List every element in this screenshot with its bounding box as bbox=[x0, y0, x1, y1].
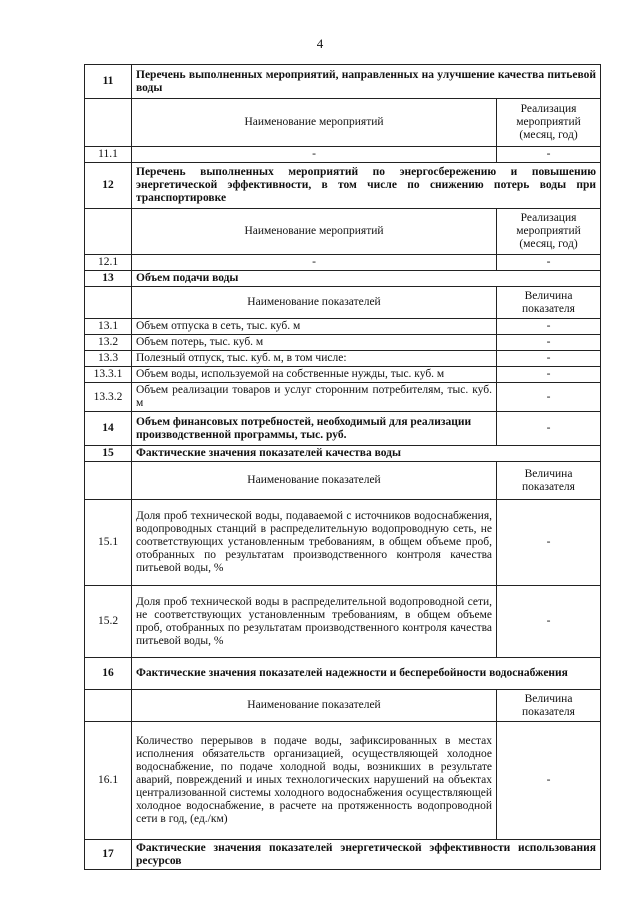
section-title: Фактические значения показателей надежности и бесперебойности водоснабжения bbox=[132, 658, 601, 690]
column-header-row bbox=[85, 287, 601, 319]
section-title: Перечень выполненных мероприятий по энергосбережению и повышению энергетической эффективности, в том числе по снижению потерь воды при транспортировке bbox=[132, 163, 601, 209]
row-number: 15.2 bbox=[85, 586, 132, 658]
row-name: Объем реализации товаров и услуг сторонним потребителям, тыс. куб. м bbox=[132, 383, 497, 412]
row-number: 12.1 bbox=[85, 255, 132, 271]
section-12-header bbox=[85, 163, 601, 209]
section-number: 12 bbox=[85, 163, 132, 209]
row-number: 13.3.2 bbox=[85, 383, 132, 412]
row-value: - bbox=[497, 586, 601, 658]
row-number: 15.1 bbox=[85, 500, 132, 586]
column-header-value: Величина показателя bbox=[497, 287, 601, 319]
row-value: - bbox=[497, 500, 601, 586]
row-name: Доля проб технической воды в распределительной водопроводной сети, не соответствующих установленным требованиям, в общем объеме проб, отобранных по результатам производственного контроля качества питьевой воды, % bbox=[132, 586, 497, 658]
row-name: Полезный отпуск, тыс. куб. м, в том числе: bbox=[132, 351, 497, 367]
section-number: 14 bbox=[85, 412, 132, 446]
row-name: Объем отпуска в сеть, тыс. куб. м bbox=[132, 319, 497, 335]
table-row bbox=[85, 367, 601, 383]
row-value: - bbox=[497, 335, 601, 351]
row-name: Объем потерь, тыс. куб. м bbox=[132, 335, 497, 351]
section-17-header bbox=[85, 840, 601, 870]
row-name: - bbox=[132, 147, 497, 163]
row-number: 16.1 bbox=[85, 722, 132, 840]
section-title: Перечень выполненных мероприятий, направленных на улучшение качества питьевой воды bbox=[132, 65, 601, 99]
column-header-row bbox=[85, 462, 601, 500]
table-row bbox=[85, 335, 601, 351]
indicators-table bbox=[84, 64, 601, 870]
row-number: 13.3 bbox=[85, 351, 132, 367]
section-number: 15 bbox=[85, 446, 132, 462]
table-row bbox=[85, 383, 601, 412]
column-header-value: Реализация мероприятий (месяц, год) bbox=[497, 209, 601, 255]
row-value: - bbox=[497, 319, 601, 335]
table-row bbox=[85, 147, 601, 163]
row-value: - bbox=[497, 722, 601, 840]
row-name: Количество перерывов в подаче воды, зафиксированных в местах исполнения обязательств организацией, осуществляющей холодное водоснабжение, по подаче холодной воды, возникших в результате аварий, повреждений и иных технологических нарушений на объектах централизованной системы холодного водоснабжения осуществляющей холодное водоснабжение, в расчете на протяженность водопроводной сети в год, (ед./км) bbox=[132, 722, 497, 840]
row-name: Объем воды, используемой на собственные нужды, тыс. куб. м bbox=[132, 367, 497, 383]
column-header-row bbox=[85, 690, 601, 722]
column-header-value: Величина показателя bbox=[497, 690, 601, 722]
table-row bbox=[85, 722, 601, 840]
section-title: Фактические значения показателей качества воды bbox=[132, 446, 601, 462]
row-value: - bbox=[497, 351, 601, 367]
row-value: - bbox=[497, 383, 601, 412]
section-number: 17 bbox=[85, 840, 132, 870]
section-title: Объем подачи воды bbox=[132, 271, 601, 287]
column-header-row bbox=[85, 209, 601, 255]
table-row bbox=[85, 586, 601, 658]
column-header-name: Наименование показателей bbox=[132, 287, 497, 319]
row-value: - bbox=[497, 147, 601, 163]
row-name: Доля проб технической воды, подаваемой с источников водоснабжения, водопроводных станций в распределительную водопроводную сеть, не соответствующих установленным требованиям, в общем объеме проб, отобранных по результатам производственного контроля качества питьевой воды, % bbox=[132, 500, 497, 586]
section-15-header bbox=[85, 446, 601, 462]
section-16-header bbox=[85, 658, 601, 690]
row-number: 13.1 bbox=[85, 319, 132, 335]
column-header-value: Реализация мероприятий (месяц, год) bbox=[497, 99, 601, 147]
table-row bbox=[85, 500, 601, 586]
column-header-row bbox=[85, 99, 601, 147]
section-number: 11 bbox=[85, 65, 132, 99]
table-row bbox=[85, 255, 601, 271]
row-number: 13.3.1 bbox=[85, 367, 132, 383]
row-value: - bbox=[497, 367, 601, 383]
row-value: - bbox=[497, 255, 601, 271]
section-number: 16 bbox=[85, 658, 132, 690]
section-13-header bbox=[85, 271, 601, 287]
column-header-name: Наименование показателей bbox=[132, 690, 497, 722]
section-14-row bbox=[85, 412, 601, 446]
section-11-header bbox=[85, 65, 601, 99]
column-header-name: Наименование мероприятий bbox=[132, 209, 497, 255]
row-number: 13.2 bbox=[85, 335, 132, 351]
section-number: 13 bbox=[85, 271, 132, 287]
table-row bbox=[85, 351, 601, 367]
section-title: Объем финансовых потребностей, необходимый для реализации производственной программы, тыс. руб. bbox=[132, 412, 497, 446]
column-header-name: Наименование мероприятий bbox=[132, 99, 497, 147]
page-number: 4 bbox=[316, 36, 324, 51]
row-number: 11.1 bbox=[85, 147, 132, 163]
row-value: - bbox=[497, 412, 601, 446]
row-name: - bbox=[132, 255, 497, 271]
column-header-name: Наименование показателей bbox=[132, 462, 497, 500]
column-header-value: Величина показателя bbox=[497, 462, 601, 500]
table-row bbox=[85, 319, 601, 335]
section-title: Фактические значения показателей энергетической эффективности использования ресурсов bbox=[132, 840, 601, 870]
